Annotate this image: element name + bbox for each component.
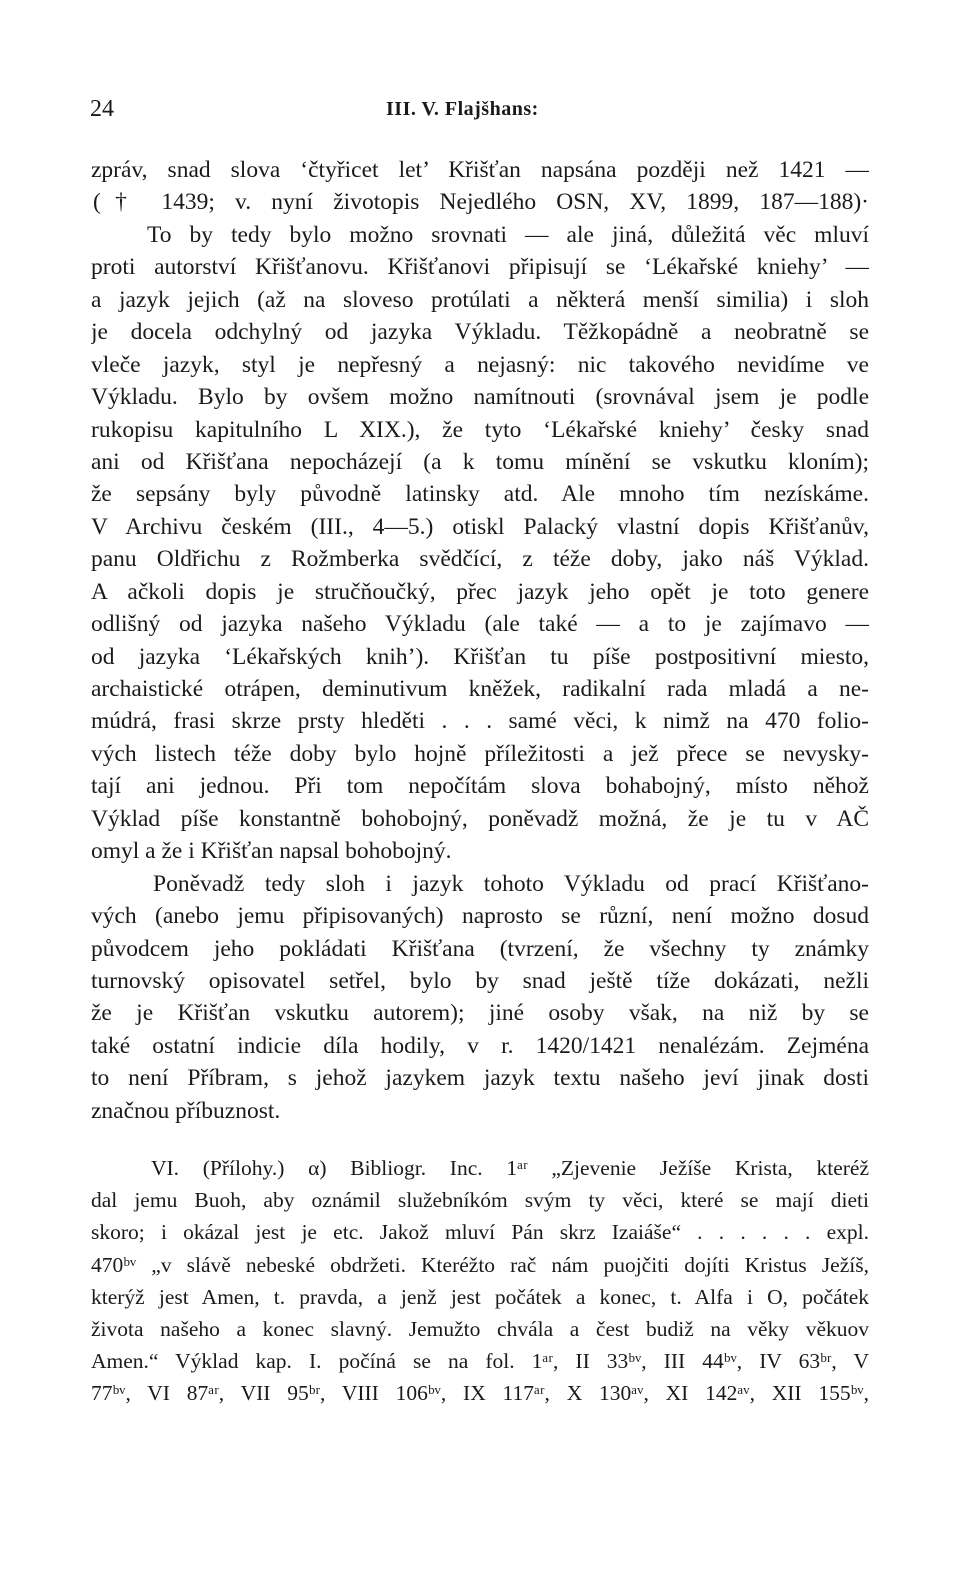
section-heading-line: VI. (Přílohy.) α) Bibliogr. Inc. 1ᵃʳ „Zjevenie Ježíše Krista, kteréž [151,1156,869,1180]
text-line: že je Křišťan vskutku autorem); jiné osoby však, na niž by se [91,1000,869,1027]
text-line: je docela odchylný od jazyka Výkladu. Těžkopádně a neobratně se [91,319,869,346]
text-line: od jazyka ‘Lékařských knih’). Křišťan tu píše postpositivní miesto, [91,643,869,670]
text-line: ani od Křišťana nepocházejí (a k tomu mínění se vskutku kloním); [91,448,869,475]
text-line: To by tedy bylo možno srovnati — ale jiná, důležitá věc mluví [147,221,869,248]
running-title: III. V. Flajšhans: [386,98,539,120]
page-number: 24 [90,96,114,122]
text-line: původcem jeho pokládati Křišťana (tvrzení, že všechny ty známky [91,935,869,962]
text-line: a jazyk jejich (až na sloveso protúlati a některá menší similia) i sloh [91,286,869,313]
main-text [91,154,869,1127]
text-line: vleče jazyk, styl je nepřesný a nejasný: nic takového nevidíme ve [91,351,869,378]
page-header [90,96,870,130]
text-line: odlišný od jazyka našeho Výkladu (ale také — a to je zajímavo — [91,611,869,638]
text-line: také ostatní indicie díla hodily, v r. 1420/1421 nenalézám. Zejména [91,1032,869,1059]
text-line: omyl a že i Křišťan napsal bohobojný. [91,838,452,865]
text-line: vých listech téže doby bylo hojně příležitosti a jež přece se nevysky- [91,740,869,767]
text-line: Výklad píše konstantně bohobojný, poněvadž možná, že je tu v AČ [91,805,869,832]
section-line: 77ᵇᵛ, VI 87ᵃʳ, VII 95ᵇʳ, VIII 106ᵇᵛ, IX 117ᵃʳ, X 130ᵃᵛ, XI 142ᵃᵛ, XII 155ᵇᵛ, [91,1381,869,1406]
text-line: zpráv, snad slova ‘čtyřicet let’ Křišťan napsána později než 1421 — [91,157,869,183]
text-line: tají ani jednou. Při tom nepočítám slova bohabojný, místo něhož [91,773,869,800]
text-line: vých (anebo jemu připisovaných) naprosto se různí, není možno dosud [91,903,869,930]
text-line: múdrá, frasi skrze prsty hleděti . . . samé věci, k nimž na 470 folio- [91,708,869,735]
appendix-section [91,1152,869,1410]
text-line: Výkladu. Bylo by ovšem možno namítnouti (srovnával jsem je podle [91,384,869,411]
text-line: proti autorství Křišťanovu. Křišťanovi připisují se ‘Lékařské kniehy’ — [91,254,869,281]
text-line: archaistické otrápen, deminutivum kněžek, radikalní rada mladá a ne- [91,676,869,702]
text-line: to není Příbram, s jehož jazykem jazyk textu našeho jeví jinak dosti [91,1065,869,1092]
text-line: značnou příbuznost. [91,1097,281,1124]
section-line: života našeho a konec slavný. Jemužto chvála a čest budiž na věky věkuov [91,1316,869,1341]
section-line: skoro; i okázal jest je etc. Jakož mluví Pán skrz Izaiáše“ . . . . . . expl. [91,1220,869,1245]
text-line: panu Oldřichu z Rožmberka svědčící, z téže doby, jako náš Výklad. [91,546,869,573]
text-line: A ačkoli dopis je stručňoučký, přec jazyk jeho opět je toto genere [91,578,869,605]
text-line: rukopisu kapitulního L XIX.), že tyto ‘Lékařské kniehy’ česky snad [91,416,869,443]
text-line: turnovský opisovatel setřel, bylo by snad ještě tíže dokázati, nežli [91,967,869,994]
section-line: Amen.“ Výklad kap. I. počíná se na fol. 1ᵃʳ, II 33ᵇᵛ, III 44ᵇᵛ, IV 63ᵇʳ, V [91,1349,869,1374]
text-line: Poněvadž tedy sloh i jazyk tohoto Výkladu od prací Křišťano- [153,870,869,897]
text-line: že sepsány byly původně latinsky atd. Ale mnoho tím nezískáme. [91,481,869,508]
text-line: V Archivu českém (III., 4—5.) otiskl Palacký vlastní dopis Křišťanův, [91,513,869,540]
section-line: 470ᵇᵛ „v slávě nebeské obdržeti. Kteréžto rač nám puojčiti dojíti Kristus Ježíš, [91,1252,869,1277]
section-line: dal jemu Buoh, aby oznámil služebníkóm svým ty věci, které se mají dieti [91,1188,869,1213]
section-line: kterýž jest Amen, t. pravda, a jenž jest počátek a konec, t. Alfa i O, počátek [91,1284,869,1309]
text-line: († 1439; v. nyní životopis Nejedlého OSN, XV, 1899, 187—188)· [93,189,869,216]
